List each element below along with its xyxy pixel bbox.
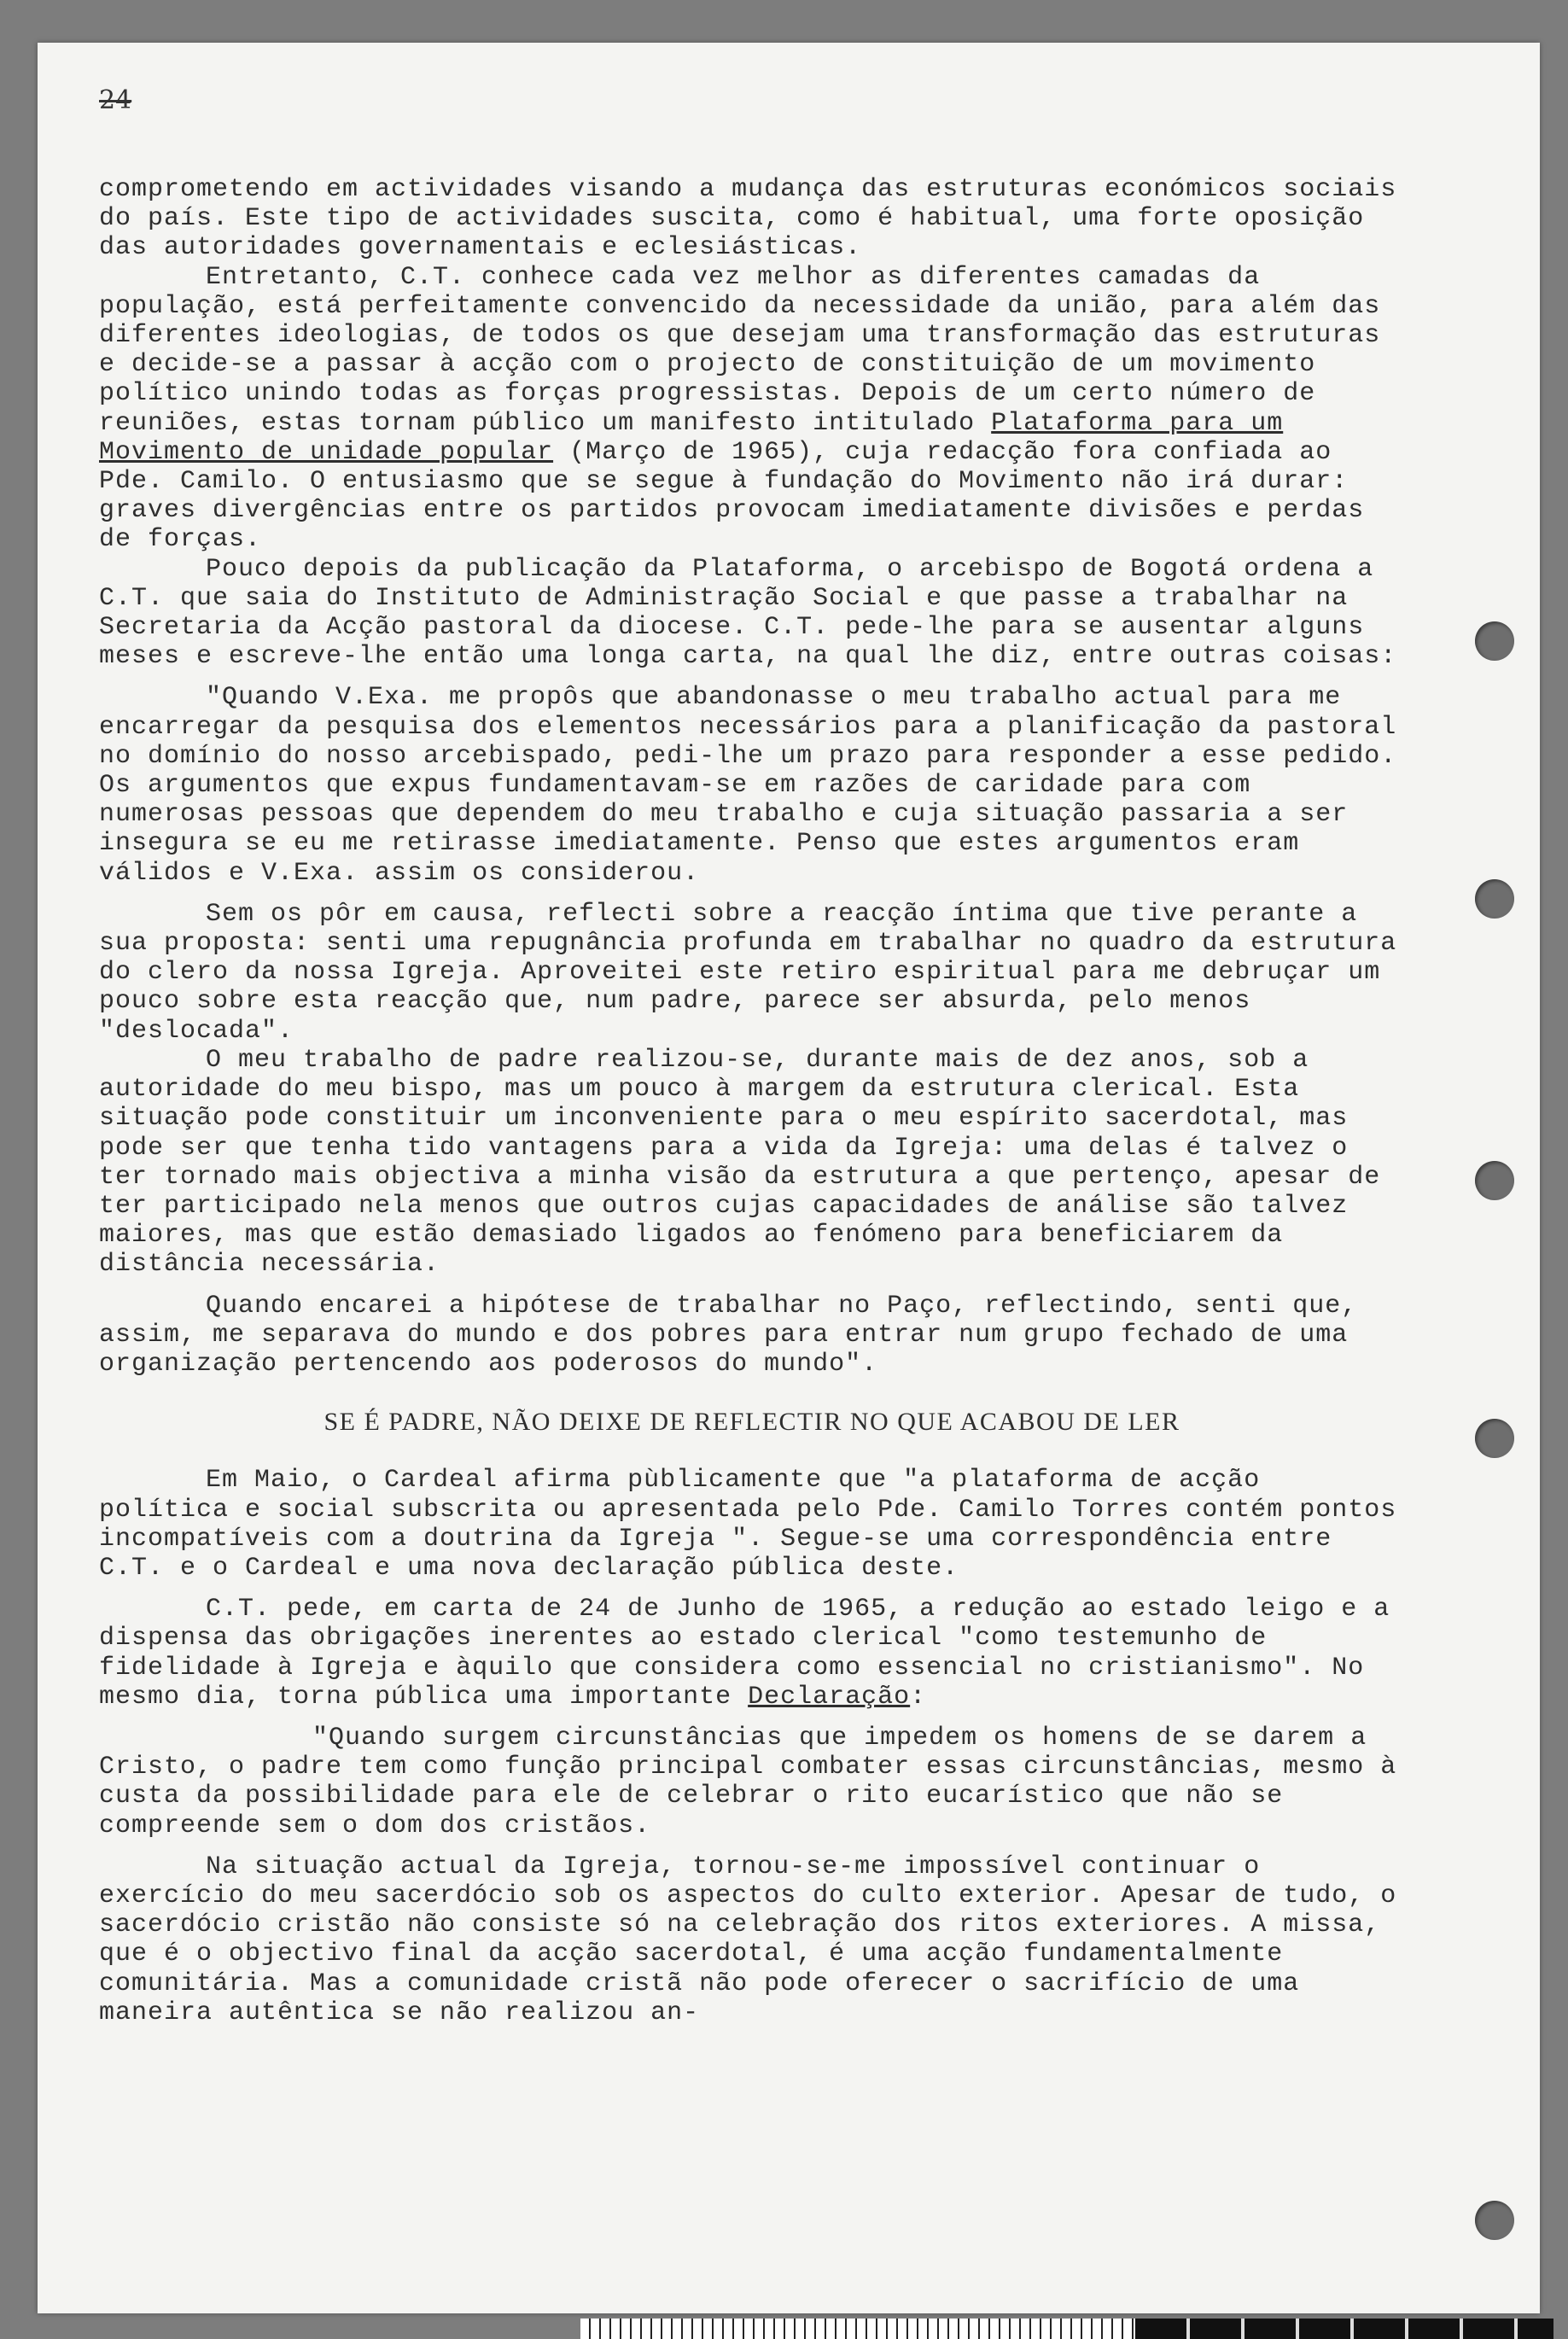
section-heading: SE É PADRE, NÃO DEIXE DE REFLECTIR NO QUE ACABOU DE LER — [324, 1408, 1180, 1437]
paragraph: Pouco depois da publicação da Plataforma, o arcebispo de Bogotá ordena a C.T. que saia do Instituto de Administração Social e que passe a trabalhar na Secretaria da Acção pastoral da diocese. C.T. pede-lhe para se ausentar alguns meses e escreve-lhe então uma longa carta, na qual lhe diz, entre outras coisas: — [99, 554, 1397, 672]
paragraph: Em Maio, o Cardeal afirma pùblicamente que "a plataforma de acção política e social subscrita ou apresentada pelo Pde. Camilo Torres contém pontos incompatíveis com a doutrina da Igreja ". Segue-se uma correspondência entre C.T. e o Cardeal e uma nova declaração pública deste. — [99, 1466, 1397, 1583]
text-run: Entretanto, C.T. conhece cada vez melhor as diferentes camadas da população, está perfeitamente convencido da necessidade da união, para além das diferentes ideologias, de todos os que desejam uma transformação das estruturas e decide-se a passar à acção com o projecto de constituição de um movimento político unindo todas as forças progressistas. Depois de um certo número de reuniões, estas tornam público um manifesto intitulado — [99, 262, 1381, 438]
paragraph: comprometendo em actividades visando a mudança das estruturas económicos sociais do país. Este tipo de actividades suscita, como é habitual, uma forte oposição das autoridades governamentais e eclesiásticas. — [99, 175, 1397, 263]
paragraph: "Quando surgem circunstâncias que impedem os homens de se darem a Cristo, o padre tem como função principal combater essas circunstâncias, mesmo à custa da possibilidade para ele de celebrar o rito eucarístico que não se compreende sem o dom dos cristãos. — [99, 1723, 1397, 1840]
punch-hole — [1475, 621, 1514, 661]
underlined-title: Plataforma para um Movimento de unidade popular — [99, 408, 1284, 467]
paragraph — [99, 1595, 1405, 1712]
paragraph — [99, 263, 1405, 555]
punch-hole — [1475, 879, 1514, 919]
paragraph: O meu trabalho de padre realizou-se, durante mais de dez anos, sob a autoridade do meu bispo, mas um pouco à margem da estrutura clerical. Esta situação pode constituir um inconveniente para o meu espírito sacerdotal, mas pode ser que tenha tido vantagens para a vida da Igreja: uma delas é talvez o ter tornado mais objectiva a minha visão da estrutura a que pertenço, apesar de ter participado nela menos que outros cujas capacidades de análise são talvez maiores, mas que estão demasiado ligados ao fenómeno para beneficiarem da distância necessária. — [99, 1045, 1381, 1280]
punch-hole — [1475, 1419, 1514, 1458]
text-run: (Março de 1965), cuja redacção fora confiada ao Pde. Camilo. O entusiasmo que se segue à fundação do Movimento não irá durar: graves divergências entre os partidos provocam imediatamente divisões e perdas de forças. — [99, 437, 1365, 555]
punch-hole — [1475, 1161, 1514, 1200]
text-run: C.T. pede, em carta de 24 de Junho de 1965, a redução ao estado leigo e a dispensa das obrigações inerentes ao estado clerical "como testemunho de fidelidade à Igreja e àquilo que considera como essencial no cristianismo". No mesmo dia, torna pública uma importante — [99, 1595, 1390, 1712]
typewritten-body — [99, 175, 1405, 2027]
page-number: 24 — [99, 85, 132, 115]
paragraph: "Quando V.Exa. me propôs que abandonasse o meu trabalho actual para me encarregar da pesquisa dos elementos necessários para a planificação da pastoral no domínio do nosso arcebispado, pedi-lhe um prazo para responder a esse pedido. Os argumentos que expus fundamentavam-se em razões de caridade para com numerosas pessoas que dependem do meu trabalho e cuja situação passaria a ser insegura se eu me retirasse imediatamente. Penso que estes argumentos eram válidos e V.Exa. assim os considerou. — [99, 683, 1397, 888]
paragraph: Sem os pôr em causa, reflecti sobre a reacção íntima que tive perante a sua proposta: senti uma repugnância profunda em trabalhar no quadro da estrutura do clero da nossa Igreja. Aproveitei este retiro espiritual para me debruçar um pouco sobre esta reacção que, num padre, parece ser absurda, pelo menos "deslocada". — [99, 899, 1397, 1046]
underlined-title: Declaração — [748, 1682, 911, 1712]
paragraph: Quando encarei a hipótese de trabalhar no Paço, reflectindo, senti que, assim, me separava do mundo e dos pobres para entrar num grupo fechado de uma organização pertencendo aos poderosos do mundo". — [99, 1291, 1358, 1379]
punch-hole — [1475, 2201, 1514, 2240]
color-scale-bar — [1135, 2319, 1553, 2339]
text-run: : — [910, 1682, 927, 1712]
paragraph: Na situação actual da Igreja, tornou-se-me impossível continuar o exercício do meu sacerdócio sob os aspectos do culto exterior. Apesar de tudo, o sacerdócio cristão não consiste só na celebração dos ritos exteriores. A missa, que é o objectivo final da acção sacerdotal, é uma acção fundamentalmente comunitária. Mas a comunidade cristã não pode oferecer o sacrifício de uma maneira autêntica se não realizou an- — [99, 1852, 1397, 2027]
